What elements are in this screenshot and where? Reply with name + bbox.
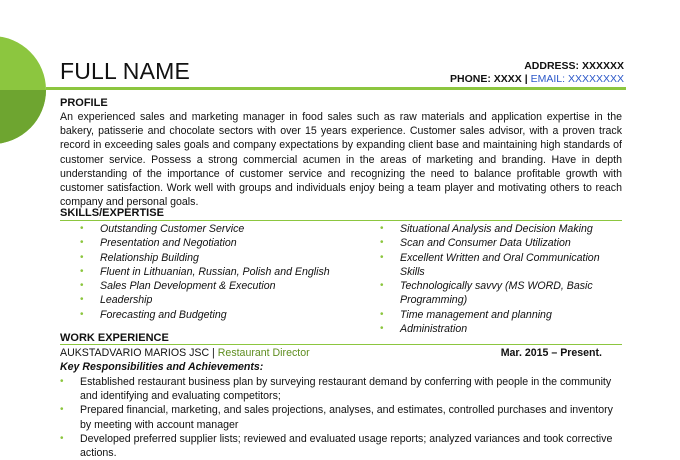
profile-heading: PROFILE [60,97,108,109]
phone-text: PHONE: XXXX [450,73,522,85]
skill-item [380,251,620,280]
achievement-item-text: Developed preferred supplier lists; reviewed and evaluated usage reports; analyzed variances and took corrective actions. [80,432,613,460]
skill-item [80,293,360,307]
job-dates: Mar. 2015 – Present. [500,347,602,359]
skill-item-text: Excellent Written and Oral Communication Skills [400,251,600,278]
address-line: ADDRESS: XXXXXX [524,60,624,72]
bullet-icon: • [80,280,84,292]
full-name-heading: FULL NAME [60,58,191,84]
bullet-icon: • [380,280,384,292]
achievement-item-text: Prepared financial, marketing, and sales projections, analyses, and estimates, controlled purchases and inventory by meeting with account manager [80,404,613,431]
skill-item-text: Presentation and Negotiation [100,237,237,250]
skill-item [380,279,620,308]
skill-item-text: Time management and planning [400,308,552,321]
skill-item [80,265,360,279]
bullet-icon: • [80,308,84,320]
skill-item-text: Outstanding Customer Service [100,223,245,235]
company-name: AUKSTADVARIO MARIOS JSC | [60,347,215,359]
skills-list-right [380,222,620,336]
bullet-icon: • [80,265,84,277]
achievement-item [60,432,622,460]
skill-item-text: Administration [400,323,468,336]
responsibilities-heading: Key Responsibilities and Achievements: [60,361,264,373]
bullet-icon: • [380,323,384,335]
bullet-icon: • [60,376,64,387]
bullet-icon: • [60,432,64,444]
decorative-circle [0,36,46,144]
skill-item-text: Technologically savvy (MS WORD, Basic Programming) [400,280,593,307]
skills-heading: SKILLS/EXPERTISE [60,207,164,219]
skill-item-text: Forecasting and Budgeting [100,308,227,321]
phone-email-line [450,73,624,86]
skills-divider [60,220,622,221]
skill-item [80,308,360,322]
bullet-icon: • [380,308,384,320]
skill-item [380,222,620,236]
work-experience-heading: WORK EXPERIENCE [60,332,169,344]
skill-item-text: Scan and Consumer Data Utilization [400,237,571,250]
header-divider [46,87,626,90]
skill-item [80,222,360,236]
skill-item-text: Fluent in Lithuanian, Russian, Polish and English [100,265,330,278]
profile-paragraph: An experienced sales and marketing manager in food sales such as raw materials and application expertise in the bakery, patisserie and chocolate sectors with over 15 years experience. Customer sales advisor, with a proven track record in exceeding sales goals and company expectations by expanding client base and maintaining high standards of customer service. Possess a strong commercial acumen in the areas of marketing and branding. Have in depth understanding of the importance of customer service and recognizing the need to balance profitable growth with customer satisfaction. Work well with groups and individuals enjoy being a team player and motivating others to reach company and personal goals. [60,111,622,209]
achievements-list [60,375,622,460]
skill-item [80,251,360,265]
achievement-item [60,375,622,403]
skill-item [380,308,620,322]
bullet-icon: • [80,251,84,263]
achievement-item-text: Established restaurant business plan by surveying restaurant demand by conferring with people in the community and identifying and evaluating competitors; [80,376,612,403]
skill-item-text: Sales Plan Development & Execution [100,280,276,293]
work-divider [60,344,622,345]
job-role: Restaurant Director [214,347,310,359]
bullet-icon: • [80,223,84,234]
bullet-icon: • [380,237,384,249]
skill-item-text: Situational Analysis and Decision Making [400,223,593,235]
email-text[interactable]: EMAIL: XXXXXXXX [530,73,624,85]
bullet-icon: • [80,237,84,249]
bullet-icon: • [380,223,384,234]
skill-item-text: Leadership [100,294,153,307]
skill-item [80,279,360,293]
achievement-item [60,403,622,431]
contact-separator: | [524,73,528,85]
skill-item [380,322,620,336]
skill-item [80,236,360,250]
decorative-circle-shade [0,36,46,144]
job-header [60,347,602,359]
skills-list-left [80,222,360,322]
bullet-icon: • [380,251,384,263]
skill-item [380,236,620,250]
bullet-icon: • [60,404,64,416]
skill-item-text: Relationship Building [100,251,199,264]
contact-block [450,60,624,86]
bullet-icon: • [80,294,84,306]
